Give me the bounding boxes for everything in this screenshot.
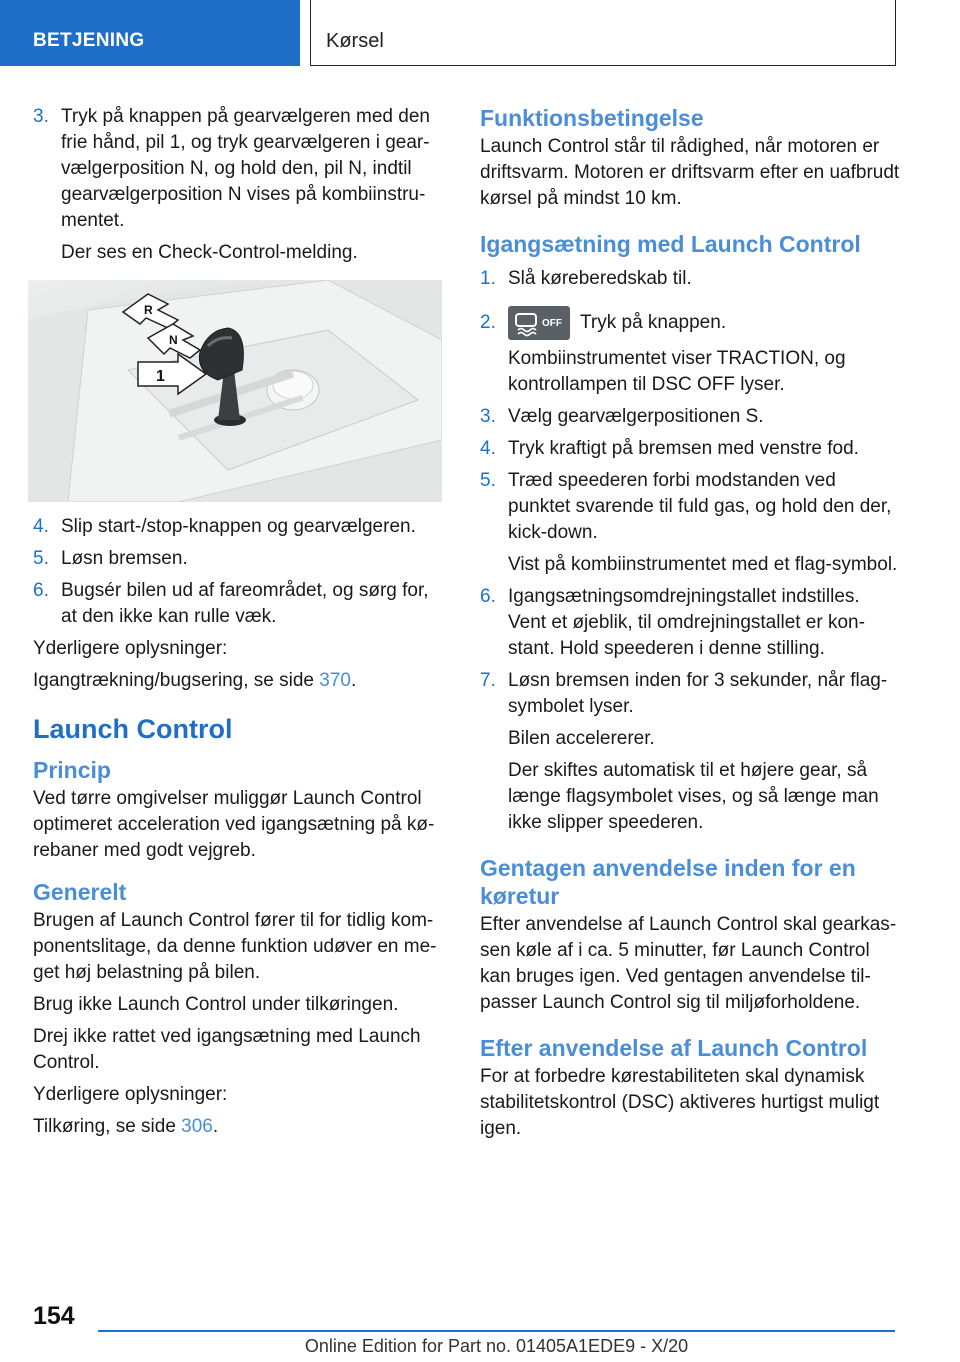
reference-text: Tilkøring, se side (33, 1116, 182, 1137)
step-number: 2. (480, 312, 496, 333)
edition-note: Online Edition for Part no. 01405A1EDE9 - X/20 (304, 1336, 689, 1356)
dsc-off-icon (508, 306, 570, 340)
step-2-note: Kombiinstrumentet viser TRACTION, og kontrollampen til DSC OFF lyser. (508, 348, 846, 395)
reference-text: Igangtrækning/bugsering, se side (33, 670, 320, 691)
step-text: Løsn bremsen. (61, 548, 188, 569)
step-text: Tryk på knappen på gearvælgeren med den frie hånd, pil 1, og tryk gearvælgeren i gearvælgerposition N, og hold den, pil N, indtil gearvælgerposition N vises på kombiinstrumentet. (61, 106, 430, 231)
gear-selector-illustration (28, 280, 442, 502)
gentagen-heading: Gentagen anvendelse inden for en køretur (480, 855, 856, 909)
efter-text: For at forbedre kørestabiliteten skal dynamisk stabilitetskontrol (DSC) aktiveres hurtigst muligt igen. (480, 1066, 880, 1139)
generelt-paragraph-2: Brug ikke Launch Control under tilkøringen. (33, 994, 399, 1015)
step-number: 3. (33, 106, 49, 127)
dsc-off-label: OFF (542, 318, 562, 329)
step-5 (33, 546, 445, 572)
funktionsbetingelse-text: Launch Control står til rådighed, når motoren er driftsvarm. Motoren er driftsvarm efter en uafbrudt kørsel på mindst 10 km. (480, 136, 900, 209)
step-1 (480, 266, 900, 292)
step-number: 5. (33, 548, 49, 569)
step-6 (33, 578, 445, 630)
step-number: 5. (480, 470, 496, 491)
step-3-note: Der ses en Check-Control-melding. (61, 242, 358, 263)
section-tab (0, 0, 300, 66)
step-6 (480, 584, 900, 662)
step-number: 4. (480, 438, 496, 459)
generelt-heading: Generelt (33, 879, 127, 905)
step-4 (33, 514, 445, 540)
page-link-306[interactable]: 306 (181, 1116, 213, 1137)
step-text: Træd speederen forbi modstanden ved punktet svarende til fuld gas, og hold den der, kick-down. (508, 470, 892, 543)
generelt-paragraph-3: Drej ikke rattet ved igangsætning med Launch Control. (33, 1026, 421, 1073)
step-number: 6. (480, 586, 496, 607)
page-number: 154 (33, 1302, 75, 1330)
more-info-label: Yderligere oplysninger: (33, 1084, 228, 1105)
gear-selector-figure (28, 280, 442, 502)
step-4 (480, 436, 900, 462)
right-column (480, 104, 900, 1148)
step-3 (33, 104, 445, 234)
step-7 (480, 668, 900, 720)
reference-towing (33, 668, 445, 694)
step-5 (480, 468, 900, 546)
reference-end: . (350, 670, 357, 691)
dsc-off-glyph (508, 306, 570, 340)
step-7-note-1: Bilen accelererer. (508, 728, 655, 749)
step-text: Igangsætningsomdrejningstallet indstilles. Vent et øjeblik, til omdrejningstallet er konstant. Hold speederen i denne stilling. (508, 586, 865, 659)
arrow-label-1: 1 (156, 368, 165, 385)
arrow-label-r: R (144, 303, 153, 317)
princip-heading: Princip (33, 757, 111, 783)
igangsaetning-heading: Igangsætning med Launch Control (480, 231, 861, 257)
step-text: Vælg gearvælgerpositionen S. (508, 406, 764, 427)
footer-divider (98, 1330, 895, 1332)
step-text: Slå køreberedskab til. (508, 268, 692, 289)
arrow-label-n: N (169, 333, 178, 347)
left-column (33, 104, 445, 1146)
generelt-paragraph-1: Brugen af Launch Control fører til for tidlig komponentslitage, da denne funktion udøver en meget høj belastning på bilen. (33, 910, 437, 983)
step-number: 4. (33, 516, 49, 537)
step-2-text: Tryk på knappen. (580, 312, 727, 334)
step-text: Slip start-/stop-knappen og gearvælgeren. (61, 516, 416, 537)
page-link-370[interactable]: 370 (319, 670, 351, 691)
step-number: 1. (480, 268, 496, 289)
chapter-header (310, 0, 896, 66)
more-info-label: Yderligere oplysninger: (33, 638, 228, 659)
section-label: BETJENING (33, 30, 145, 51)
step-5-note: Vist på kombiinstrumentet med et flag-symbol. (508, 554, 898, 575)
step-number: 7. (480, 670, 496, 691)
reference-end: . (212, 1116, 219, 1137)
reference-running-in (33, 1114, 445, 1140)
step-text-wrapper (508, 306, 900, 340)
step-number: 3. (480, 406, 496, 427)
step-text: Løsn bremsen inden for 3 sekunder, når flagsymbolet lyser. (508, 670, 888, 717)
step-text: Tryk kraftigt på bremsen med venstre fod. (508, 438, 859, 459)
step-number: 6. (33, 580, 49, 601)
funktionsbetingelse-heading: Funktionsbetingelse (480, 105, 704, 131)
step-3 (480, 404, 900, 430)
section-title: Launch Control (33, 714, 233, 744)
step-2 (480, 306, 900, 340)
chapter-label: Kørsel (326, 30, 384, 52)
efter-heading: Efter anvendelse af Launch Control (480, 1035, 868, 1061)
step-text: Bugsér bilen ud af fareområdet, og sørg for, at den ikke kan rulle væk. (61, 580, 429, 627)
princip-text: Ved tørre omgivelser muliggør Launch Control optimeret acceleration ved igangsætning på kørebaner med godt vejgreb. (33, 788, 435, 861)
gentagen-text: Efter anvendelse af Launch Control skal gearkassen køle af i ca. 5 minutter, før Launch Control kan bruges igen. Ved gentagen anvendelse tilpasser Launch Control sig til miljøforholdene. (480, 914, 897, 1013)
step-7-note-2: Der skiftes automatisk til et højere gear, så længe flagsymbolet vises, og så længe man ikke slipper speederen. (508, 760, 879, 833)
